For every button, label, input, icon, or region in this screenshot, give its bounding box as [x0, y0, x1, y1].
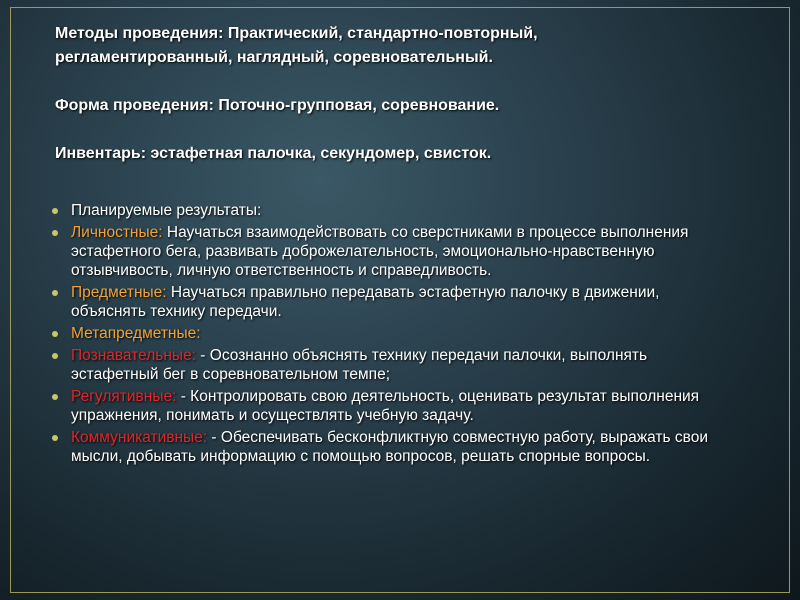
list-item — [52, 346, 732, 384]
communicative-key: Коммуникативные: — [71, 429, 208, 446]
subject-key: Предметные: — [71, 284, 167, 301]
methods-line-1: Методы проведения: Практический, стандартно-повторный, — [55, 25, 538, 42]
regulative-key: Регулятивные: — [71, 388, 177, 405]
results-list — [52, 201, 732, 469]
bullet-icon — [52, 290, 58, 296]
cognitive-text: - Осознанно объяснять технику передачи палочки, выполнять эстафетный бег в соревновательном темпе; — [71, 347, 648, 383]
inventory-line: Инвентарь: эстафетная палочка, секундомер, свисток. — [55, 145, 492, 162]
form-line: Форма проведения: Поточно-групповая, соревнование. — [55, 97, 500, 114]
list-item — [52, 428, 732, 466]
regulative-text: - Контролировать свою деятельность, оценивать результат выполнения упражнения, понимать и осуществлять учебную задачу. — [71, 388, 700, 424]
bullet-icon — [52, 230, 58, 236]
methods-line-2: регламентированный, наглядный, соревновательный. — [55, 49, 493, 66]
list-item — [52, 223, 732, 280]
bullet-icon — [52, 208, 58, 214]
slide-header — [55, 22, 755, 166]
bullet-icon — [52, 435, 58, 441]
list-item — [52, 324, 732, 343]
cognitive-key: Познавательные: — [71, 347, 196, 364]
list-item — [52, 283, 732, 321]
list-item — [52, 387, 732, 425]
personal-key: Личностные: — [71, 224, 163, 241]
results-title: Планируемые результаты: — [71, 202, 262, 219]
personal-text: Научаться взаимодействовать со сверстниками в процессе выполнения эстафетного бега, развивать доброжелательность, эмоционально-нравственную отзывчивость, личную ответственность и справедливость. — [71, 224, 689, 279]
bullet-icon — [52, 331, 58, 337]
bullet-icon — [52, 353, 58, 359]
subject-text: Научаться правильно передавать эстафетную палочку в движении, объяснять технику передачи. — [71, 284, 660, 320]
communicative-text: - Обеспечивать бесконфликтную совместную работу, выражать свои мысли, добывать информацию с помощью вопросов, решать спорные вопросы. — [71, 429, 708, 465]
meta-key: Метапредметные: — [71, 325, 201, 342]
bullet-icon — [52, 394, 58, 400]
list-item — [52, 201, 732, 220]
